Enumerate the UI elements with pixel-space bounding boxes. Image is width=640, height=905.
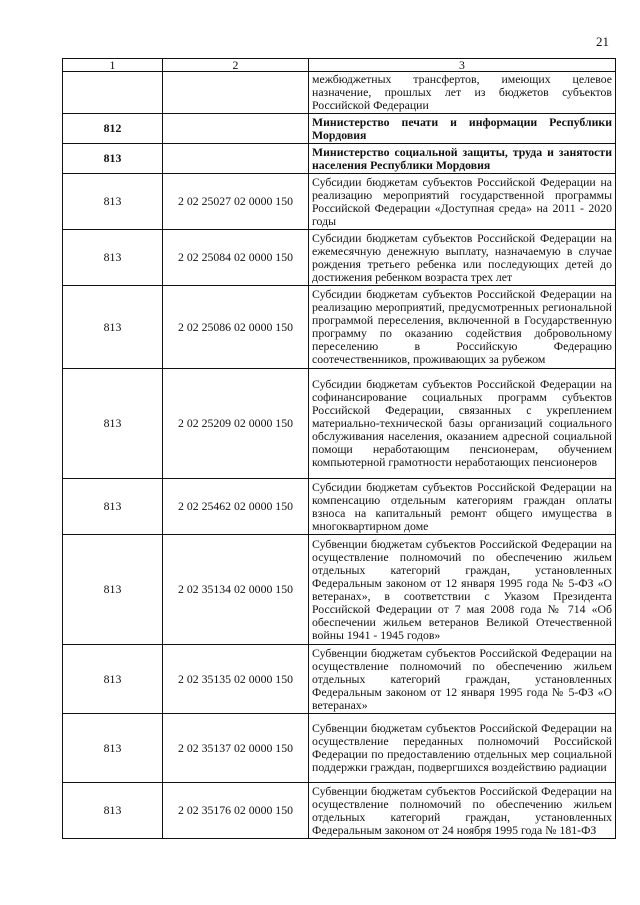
ministry-name-cell: Министерство социальной защиты, труда и занятости населения Республики Мордовия bbox=[309, 144, 616, 174]
admin-code-cell: 813 bbox=[63, 144, 163, 174]
admin-code-cell: 813 bbox=[63, 286, 163, 369]
admin-code-cell: 813 bbox=[63, 783, 163, 839]
admin-code-cell: 813 bbox=[63, 174, 163, 230]
description-cell: Субсидии бюджетам субъектов Российской Федерации на ежемесячную денежную выплату, назначаемую в случае рождения третьего ребенка или последующих детей до достижения ребенком возраста трех лет bbox=[309, 230, 616, 286]
page-number: 21 bbox=[596, 34, 609, 49]
header-col-2: 2 bbox=[163, 59, 309, 72]
revenue-code-cell bbox=[163, 114, 309, 144]
description-cell: Субвенции бюджетам субъектов Российской Федерации на осуществление полномочий по обеспечению жильем отдельных категорий граждан, установленных Федеральным законом от 12 января 1995 года № 5-ФЗ «О ветеранах», в соответствии с Указом Президента Российской Федерации от 7 мая 2008 года № 714 «Об обеспечении жильем ветеранов Великой Отечественной войны 1941 - 1945 годов» bbox=[309, 535, 616, 645]
header-col-3: 3 bbox=[309, 59, 616, 72]
table-row bbox=[63, 286, 616, 369]
revenue-code-cell bbox=[163, 72, 309, 114]
table-row bbox=[63, 369, 616, 479]
admin-code-cell: 813 bbox=[63, 535, 163, 645]
ministry-name-cell: Министерство печати и информации Республики Мордовия bbox=[309, 114, 616, 144]
table-row bbox=[63, 114, 616, 144]
revenue-code-cell: 2 02 35137 02 0000 150 bbox=[163, 714, 309, 783]
revenue-code-cell: 2 02 25027 02 0000 150 bbox=[163, 174, 309, 230]
budget-classification-table bbox=[62, 58, 616, 839]
header-col-1: 1 bbox=[63, 59, 163, 72]
description-cell: Субсидии бюджетам субъектов Российской Федерации на реализацию мероприятий государственной программы Российской Федерации «Доступная среда» на 2011 - 2020 годы bbox=[309, 174, 616, 230]
admin-code-cell: 813 bbox=[63, 479, 163, 535]
table-row bbox=[63, 479, 616, 535]
revenue-code-cell bbox=[163, 144, 309, 174]
admin-code-cell: 813 bbox=[63, 369, 163, 479]
table-row bbox=[63, 230, 616, 286]
admin-code-cell: 813 bbox=[63, 645, 163, 714]
table-row bbox=[63, 783, 616, 839]
table-header-row bbox=[63, 59, 616, 72]
revenue-code-cell: 2 02 25084 02 0000 150 bbox=[163, 230, 309, 286]
table-row bbox=[63, 144, 616, 174]
revenue-code-cell: 2 02 35135 02 0000 150 bbox=[163, 645, 309, 714]
description-cell: Субсидии бюджетам субъектов Российской Федерации на софинансирование социальных программ субъектов Российской Федерации, связанных с укреплением материально-технической базы организаций социального обслуживания населения, оказанием адресной социальной помощи неработающим пенсионерам, обучением компьютерной грамотности неработающих пенсионеров bbox=[309, 369, 616, 479]
revenue-code-cell: 2 02 35134 02 0000 150 bbox=[163, 535, 309, 645]
admin-code-cell bbox=[63, 72, 163, 114]
table-row bbox=[63, 714, 616, 783]
table-row bbox=[63, 174, 616, 230]
admin-code-cell: 813 bbox=[63, 714, 163, 783]
admin-code-cell: 813 bbox=[63, 230, 163, 286]
revenue-code-cell: 2 02 35176 02 0000 150 bbox=[163, 783, 309, 839]
description-cell: Субвенции бюджетам субъектов Российской Федерации на осуществление полномочий по обеспечению жильем отдельных категорий граждан, установленных Федеральным законом от 24 ноября 1995 года № 181-ФЗ bbox=[309, 783, 616, 839]
description-cell: межбюджетных трансфертов, имеющих целевое назначение, прошлых лет из бюджетов субъектов Российской Федерации bbox=[309, 72, 616, 114]
table-row bbox=[63, 645, 616, 714]
table-row bbox=[63, 535, 616, 645]
revenue-code-cell: 2 02 25086 02 0000 150 bbox=[163, 286, 309, 369]
admin-code-cell: 812 bbox=[63, 114, 163, 144]
description-cell: Субсидии бюджетам субъектов Российской Федерации на компенсацию отдельным категориям граждан оплаты взноса на капитальный ремонт общего имущества в многоквартирном доме bbox=[309, 479, 616, 535]
description-cell: Субвенции бюджетам субъектов Российской Федерации на осуществление переданных полномочий Российской Федерации по предоставлению отдельных мер социальной поддержки граждан, подвергшихся воздействию радиации bbox=[309, 714, 616, 783]
revenue-code-cell: 2 02 25462 02 0000 150 bbox=[163, 479, 309, 535]
table-row bbox=[63, 72, 616, 114]
description-cell: Субвенции бюджетам субъектов Российской Федерации на осуществление полномочий по обеспечению жильем отдельных категорий граждан, установленных Федеральным законом от 12 января 1995 года № 5-ФЗ «О ветеранах» bbox=[309, 645, 616, 714]
description-cell: Субсидии бюджетам субъектов Российской Федерации на реализацию мероприятий, предусмотренных региональной программой переселения, включенной в Государственную программу по оказанию содействия добровольному переселению в Российскую Федерацию соотечественников, проживающих за рубежом bbox=[309, 286, 616, 369]
revenue-code-cell: 2 02 25209 02 0000 150 bbox=[163, 369, 309, 479]
